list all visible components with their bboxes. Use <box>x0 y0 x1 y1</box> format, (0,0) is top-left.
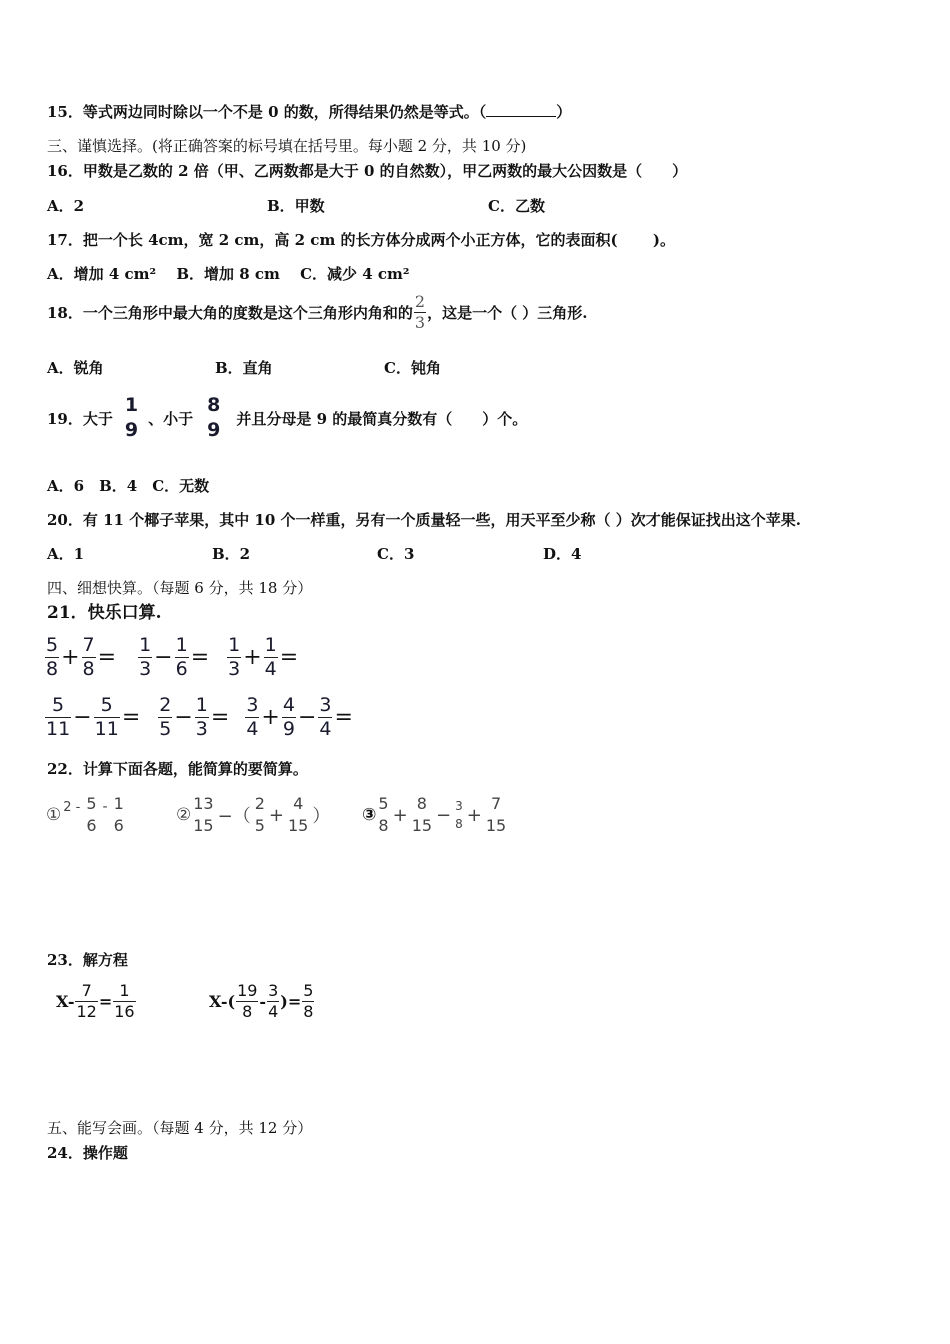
numerator: 2 <box>254 794 265 813</box>
operator: + <box>392 804 408 826</box>
operator: + <box>243 644 262 670</box>
operator: − <box>297 704 317 730</box>
numerator: 3 <box>246 693 259 716</box>
operator: + <box>466 804 482 826</box>
denominator: 9 <box>282 717 295 740</box>
q19-options: A．6 B．4 C．无数 <box>47 477 210 495</box>
denominator: 8 <box>303 1001 314 1021</box>
denominator: 6 <box>113 816 124 835</box>
numerator: 5 <box>46 633 59 656</box>
fraction <box>454 800 464 830</box>
numerator: 1 <box>119 980 130 1000</box>
q21-expr-3 <box>226 633 299 680</box>
q23-equation-2 <box>209 977 315 1025</box>
fraction <box>318 693 332 740</box>
q18-option-c: C．钝角 <box>384 359 441 377</box>
q21-expr-2 <box>137 633 210 680</box>
fraction <box>85 796 97 834</box>
fraction <box>45 693 71 740</box>
denominator: 3 <box>414 312 426 332</box>
q15-text: 15．等式两边同时除以一个不是 0 的数，所得结果仍然是等式。（ <box>47 103 487 121</box>
denominator: 15 <box>411 816 433 835</box>
section-4-title: 四、细想快算。（每题 6 分，共 18 分） <box>47 579 313 597</box>
denominator: 6 <box>175 657 188 680</box>
denominator: 5 <box>254 816 265 835</box>
q21-row-2 <box>44 692 354 742</box>
denominator: 4 <box>264 657 277 680</box>
operator: + <box>61 644 80 670</box>
fraction <box>254 796 266 834</box>
denominator: 9 <box>207 419 221 441</box>
q19-fraction-1 <box>124 396 139 440</box>
q21-expr-6 <box>244 693 354 740</box>
numerator: 1 <box>175 633 188 656</box>
question-16: 16．甲数是乙数的 2 倍（甲、乙两数都是大于 0 的自然数），甲乙两数的最大公因数是（ ） <box>47 162 688 180</box>
operator: - <box>259 991 267 1011</box>
numerator: 5 <box>52 693 65 716</box>
numerator: 7 <box>82 633 95 656</box>
q22-expr-1 <box>46 790 126 840</box>
numerator: 13 <box>193 794 214 813</box>
q16-option-a: A．2 <box>47 197 85 215</box>
denominator: 4 <box>246 717 259 740</box>
q15-end: ） <box>556 103 572 121</box>
numerator: 1 <box>113 794 124 813</box>
denominator: 16 <box>114 1001 135 1021</box>
fraction <box>175 633 189 680</box>
fraction <box>75 980 97 1021</box>
numerator: 1 <box>195 693 208 716</box>
q18-fraction <box>414 291 426 332</box>
denominator: 4 <box>268 1001 279 1021</box>
numerator: 8 <box>416 794 427 813</box>
fraction <box>94 693 120 740</box>
denominator: 6 <box>86 816 97 835</box>
q18-option-b: B．直角 <box>215 359 273 377</box>
q19-fraction-2 <box>206 396 221 440</box>
question-20: 20．有 11 个椰子苹果，其中 10 个一样重，另有一个质量轻一些，用天平至少称（ ）次才能保证找出这个苹果. <box>47 511 801 529</box>
q19-post: 并且分母是 9 的最简真分数有（ ）个。 <box>236 409 528 428</box>
q20-option-d: D．4 <box>543 545 582 563</box>
denominator: 11 <box>46 717 71 740</box>
question-21-title: 21．快乐口算. <box>47 603 162 623</box>
denominator: 3 <box>139 657 152 680</box>
denominator: 8 <box>46 657 59 680</box>
fraction <box>236 980 258 1021</box>
q21-expr-4 <box>44 693 141 740</box>
fraction <box>411 796 433 834</box>
circled-3: ③ <box>362 805 377 825</box>
numerator: 19 <box>237 980 258 1000</box>
q18-pre: 18．一个三角形中最大角的度数是这个三角形内角和的 <box>47 303 413 322</box>
q22-expr-2 <box>176 790 332 840</box>
q21-expr-5 <box>157 693 230 740</box>
q23-equation-1 <box>56 977 137 1025</box>
question-18 <box>47 292 588 332</box>
denominator: 15 <box>287 816 309 835</box>
fraction <box>267 980 279 1021</box>
equals-sign: = <box>98 991 113 1011</box>
q18-option-a: A．锐角 <box>47 359 104 377</box>
q19-pre: 19．大于 <box>47 409 113 428</box>
numerator: 7 <box>490 794 502 813</box>
operator: − <box>73 704 92 730</box>
operator: − <box>174 704 193 730</box>
fraction <box>113 980 135 1021</box>
fraction <box>287 796 309 834</box>
close-paren: ） <box>312 806 331 827</box>
question-17: 17．把一个长 4cm，宽 2 cm，高 2 cm 的长方体分成两个小正方体，它的表面积( )。 <box>47 231 675 249</box>
equals-sign: = <box>334 704 353 730</box>
denominator: 8 <box>455 817 463 831</box>
denominator: 5 <box>159 717 172 740</box>
numerator: 3 <box>455 799 463 813</box>
variable-x: X-( <box>209 991 236 1011</box>
question-24-title: 24．操作题 <box>47 1144 128 1162</box>
numerator: 1 <box>228 633 241 656</box>
fraction <box>138 633 152 680</box>
fraction <box>45 633 59 680</box>
section-3-title: 三、谨慎选择。(将正确答案的标号填在括号里。每小题 2 分，共 10 分) <box>47 137 527 155</box>
q17-options: A．增加 4 cm² B．增加 8 cm C．减少 4 cm² <box>47 265 410 283</box>
close-paren-equals: )= <box>280 991 302 1011</box>
fraction <box>113 796 125 834</box>
fraction <box>485 796 507 834</box>
numerator: 1 <box>264 633 277 656</box>
denominator: 8 <box>242 1001 253 1021</box>
q20-option-b: B．2 <box>212 545 251 563</box>
numerator: 3 <box>268 980 279 1000</box>
numerator: 5 <box>303 980 314 1000</box>
whole-number: 2 - <box>63 799 81 815</box>
q20-option-c: C．3 <box>377 545 415 563</box>
equals-sign: = <box>97 644 117 670</box>
q21-row-1 <box>44 632 299 682</box>
denominator: 12 <box>76 1001 97 1021</box>
numerator: 7 <box>81 980 92 1000</box>
fraction <box>245 693 259 740</box>
numerator: 5 <box>86 794 97 813</box>
circled-2: ② <box>176 805 192 825</box>
numerator: 3 <box>319 693 332 716</box>
numerator: 5 <box>100 693 113 716</box>
fraction <box>302 980 314 1021</box>
fraction <box>377 796 389 834</box>
question-23-title: 23．解方程 <box>47 951 128 969</box>
denominator: 3 <box>195 717 208 740</box>
equals-sign: = <box>279 644 299 670</box>
equals-sign: = <box>210 704 230 730</box>
circled-1: ① <box>46 805 62 825</box>
q21-expr-1 <box>44 633 117 680</box>
equals-sign: = <box>121 704 141 730</box>
operator: - <box>102 799 108 815</box>
denominator: 9 <box>124 419 139 441</box>
denominator: 8 <box>82 657 95 680</box>
fraction <box>192 796 214 834</box>
q22-expr-3 <box>362 790 508 840</box>
operator: −（ <box>217 806 251 827</box>
numerator: 2 <box>414 291 426 311</box>
fraction <box>227 633 241 680</box>
numerator: 2 <box>159 693 172 716</box>
numerator: 1 <box>124 394 139 416</box>
question-19 <box>47 394 527 442</box>
variable-x: X- <box>56 991 75 1011</box>
fraction <box>264 633 278 680</box>
fraction <box>158 693 172 740</box>
q20-option-a: A．1 <box>47 545 85 563</box>
denominator: 15 <box>485 816 507 835</box>
fraction <box>282 693 296 740</box>
operator: − <box>436 804 452 826</box>
question-15 <box>47 102 571 122</box>
numerator: 5 <box>378 794 389 813</box>
fraction <box>82 633 96 680</box>
fraction <box>195 693 209 740</box>
operator: + <box>268 804 284 826</box>
equals-sign: = <box>190 644 210 670</box>
denominator: 4 <box>319 717 332 740</box>
question-22-title: 22．计算下面各题，能简算的要简算。 <box>47 760 308 778</box>
denominator: 11 <box>94 717 119 740</box>
numerator: 4 <box>293 794 304 813</box>
numerator: 8 <box>207 394 221 416</box>
denominator: 3 <box>228 657 241 680</box>
denominator: 15 <box>193 816 214 835</box>
operator: − <box>154 644 173 670</box>
denominator: 8 <box>378 816 389 835</box>
numerator: 1 <box>139 633 152 656</box>
numerator: 4 <box>282 693 295 716</box>
q19-mid: 、小于 <box>148 409 194 428</box>
q16-option-c: C．乙数 <box>488 197 545 215</box>
operator: + <box>261 704 280 730</box>
answer-blank[interactable] <box>486 102 556 117</box>
q16-option-b: B．甲数 <box>267 197 325 215</box>
q18-post: ，这是一个（ ）三角形. <box>427 303 588 322</box>
section-5-title: 五、能写会画。（每题 4 分，共 12 分） <box>47 1119 313 1137</box>
